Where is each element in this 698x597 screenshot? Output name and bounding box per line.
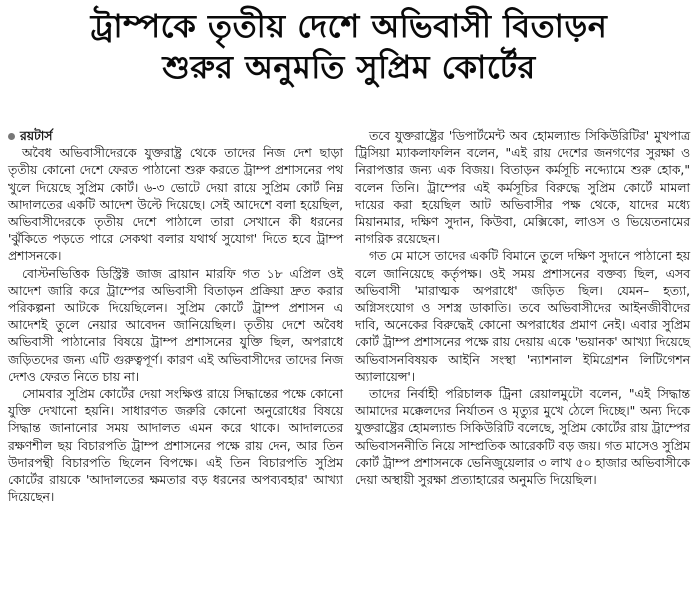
paragraph: সোমবার সুপ্রিম কোর্টের দেয়া সংক্ষিপ্ত রায়ে সিদ্ধান্তের পক্ষে কোনো যুক্তি দেখানো হয়নি। সাধারণত জরুরি কোনো অনুরোধের বিষয়ে সিদ্ধান্ত জানানোর সময় আদালত এমন করে থাকে। আদালতের রক্ষণশীল ছয় বিচারপতি ট্রাম্প প্রশাসনের পক্ষে রায় দেন, আর তিন উদারপন্থী বিচারপতি ছিলেন বিপক্ষে। এই তিন বিচারপতি সুপ্রিম কোর্টের রায়কে 'আদালতের ক্ষমতার বড় ধরনের অপব্যবহার' আখ্যা দিয়েছেন। <box>8 387 343 505</box>
article-body <box>8 128 690 590</box>
paragraph: তবে যুক্তরাষ্ট্রের 'ডিপার্টমেন্ট অব হোমল্যান্ড সিকিউরিটির' মুখপাত্র ট্রিসিয়া ম্যাকলাফলিন বলেন, "এই রায় দেশের জনগণের সুরক্ষা ও নিরাপত্তার জন্য এক বিজয়। বিতাড়ন কর্মসূচি নব্দ্যোমে শুরু হোক," বলেন তিনি। ট্রাম্পের এই কর্মসূচির বিরুদ্ধে সুপ্রিম কোর্টে মামলা দায়ের করা হয়েছিল আট অভিবাসীর পক্ষ থেকে, যাদের মধ্যে মিয়ানমার, দক্ষিণ সুদান, কিউবা, মেক্সিকো, লাওস ও ভিয়েতনামের নাগরিক রয়েছেন। <box>355 129 690 247</box>
left-column <box>8 128 343 590</box>
headline <box>0 0 698 88</box>
paragraph: অবৈধ অভিবাসীদেরকে যুক্তরাষ্ট্র থেকে তাদের নিজ দেশ ছাড়া তৃতীয় কোনো দেশে ফেরত পাঠানো শুরু করতে ট্রাম্প প্রশাসনের পথ খুলে দিয়েছে সুপ্রিম কোর্ট। ৬-৩ ভোটে দেয়া রায়ে সুপ্রিম কোর্ট নিম্ন আদালতের একটি আদেশ উল্টে দিয়েছে। সেই আদেশে বলা হয়েছিল, অভিবাসীদেরকে তৃতীয় দেশে পাঠালে তারা সেখানে কী ধরনের 'ঝুঁকিতে পড়তে পারে সেকথা বলার যথার্থ সুযোগ' দিতে হবে ট্রাম্প প্রশাসনকে। <box>8 146 343 264</box>
byline <box>8 128 343 145</box>
byline-source: রয়টার্স <box>20 129 53 143</box>
right-column <box>355 128 690 590</box>
headline-line-2: শুরুর অনুমতি সুপ্রিম কোর্টের <box>162 48 536 86</box>
headline-line-1: ট্রাম্পকে তৃতীয় দেশে অভিবাসী বিতাড়ন <box>90 7 608 45</box>
bullet-icon <box>8 133 15 140</box>
paragraph: গত মে মাসে তাদের একটি বিমানে তুলে দক্ষিণ সুদানে পাঠানো হয় বলে জানিয়েছে কর্তৃপক্ষ। ওই সময় প্রশাসনের বক্তব্য ছিল, এসব অভিবাসী 'মারাত্মক অপরাধে' জড়িত ছিল। যেমন– হত্যা, অগ্নিসংযোগ ও সশস্ত্র ডাকাতি। তবে অভিবাসীদের আইনজীবীদের দাবি, অনেকের বিরুদ্ধেই কোনো অপরাধের প্রমাণ নেই। এবার সুপ্রিম কোর্ট ট্রাম্প প্রশাসনের পক্ষে রায় দেয়ায় একে 'ভয়ানক' আখ্যা দিয়েছে অভিবাসনবিষয়ক আইনি সংস্থা 'ন্যাশনাল ইমিগ্রেশন লিটিগেশন অ্যালায়েন্স'। <box>355 249 690 384</box>
paragraph: তাদের নির্বাহী পরিচালক ট্রিনা রেয়ালমুটো বলেন, "এই সিদ্ধান্ত আমাদের মক্কেলদের নির্যাতন ও মৃত্যুর মুখে ঠেলে দিচ্ছে।" অন্য দিকে যুক্তরাষ্ট্রের হোমল্যান্ড সিকিউরিটি বলেছে, সুপ্রিম কোর্টের রায় ট্রাম্পের অভিবাসননীতি নিয়ে সাম্প্রতিক আরেকটি বড় জয়। গত মাসেও সুপ্রিম কোর্ট ট্রাম্প প্রশাসনকে ভেনিজুয়েলার ৩ লাখ ৫০ হাজার অভিবাসীকে দেয়া অস্থায়ী সুরক্ষা প্রত্যাহারের অনুমতি দিয়েছিল। <box>355 387 690 488</box>
paragraph: বোস্টনভিত্তিক ডিস্ট্রিক্ট জাজ ব্রায়ান মারফি গত ১৮ এপ্রিল ওই আদেশ জারি করে ট্রাম্পের অভিবাসী বিতাড়ন প্রক্রিয়া দ্রুত করার পরিকল্পনা আটকে দিয়েছিলেন। সুপ্রিম কোর্টে ট্রাম্প প্রশাসন এ আদেশই তুলে নেয়ার আবেদন জানিয়েছিল। তৃতীয় দেশে অবৈধ অভিবাসী পাঠানোর বিষয়ে ট্রাম্প প্রশাসনের যুক্তি ছিল, অপরাধে জড়িতদের জন্য এটি গুরুত্বপূর্ণ। কারণ এই অভিবাসীদের তাদের নিজ দেশও ফেরত নিতে চায় না। <box>8 266 343 384</box>
